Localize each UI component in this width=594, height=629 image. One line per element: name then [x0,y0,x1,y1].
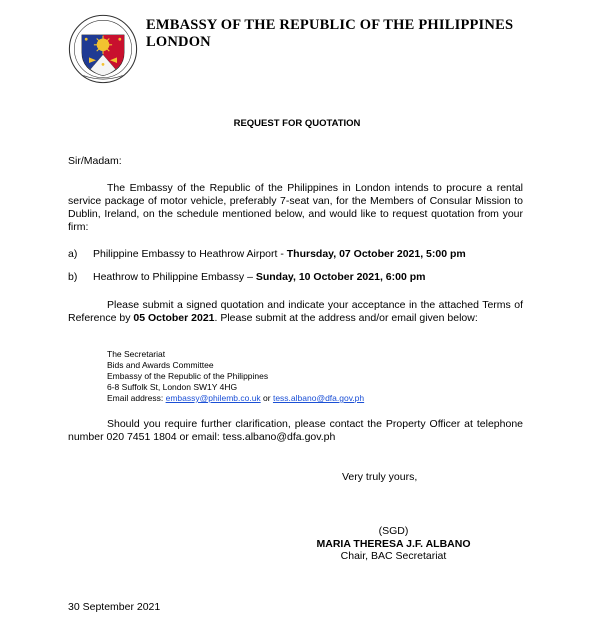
signatory-position: Chair, BAC Secretariat [340,550,447,562]
contact-paragraph: Should you require further clarification, please contact the Property Officer at telephone number 020 7451 1804 or email: tess.albano@dfa.gov.ph [68,418,523,443]
address-line: Embassy of the Republic of the Philippines [107,371,269,381]
schedule-item-route: Heathrow to Philippine Embassy – [93,271,256,283]
document-heading: REQUEST FOR QUOTATION [233,118,361,129]
closing: Very truly yours, [342,471,418,483]
address-line: 6-8 Suffolk St, London SW1Y 4HG [107,382,238,392]
address-block [107,349,364,404]
address-line: Bids and Awards Committee [107,360,214,370]
email-link-albano[interactable]: tess.albano@dfa.gov.ph [272,393,365,403]
schedule-item-time: Sunday, 10 October 2021, 6:00 pm [255,271,426,283]
submission-text: Please submit a signed quotation and indicate your acceptance in the attached Terms of Reference by [68,299,523,324]
schedule-item-marker: a) [68,248,78,260]
philippine-seal-icon [68,14,138,84]
submission-text-end: . Please submit at the address and/or email given below: [214,312,478,324]
embassy-name [146,17,513,51]
salutation: Sir/Madam: [68,155,122,167]
submission-paragraph [68,299,523,325]
email-line [107,393,364,404]
letter-date: 30 September 2021 [68,601,161,613]
schedule-item [68,248,466,260]
embassy-name-line2: LONDON [146,34,211,50]
address-line: The Secretariat [107,349,166,359]
schedule-item-marker: b) [68,271,78,283]
schedule-item-route: Philippine Embassy to Heathrow Airport - [93,248,287,260]
signatory-name: MARIA THERESA J.F. ALBANO [316,537,471,550]
submission-deadline: 05 October 2021 [133,312,215,324]
intro-paragraph: The Embassy of the Republic of the Philippines in London intends to procure a rental service package of motor vehicle, preferably 7-seat van, for the Members of Consular Mission to Dublin, Ireland, on the schedule mentioned below, and would like to request quotation from your firm: [68,182,523,233]
schedule-item-time: Thursday, 07 October 2021, 5:00 pm [286,248,466,260]
email-link-embassy[interactable]: embassy@philemb.co.uk [165,393,261,403]
embassy-name-line1: EMBASSY OF THE REPUBLIC OF THE PHILIPPINES [146,17,514,33]
schedule-item [68,271,426,283]
signature-sgd: (SGD) [378,525,409,537]
signature-block [310,525,477,563]
email-separator: or [260,393,273,403]
email-label: Email address: [107,393,166,403]
